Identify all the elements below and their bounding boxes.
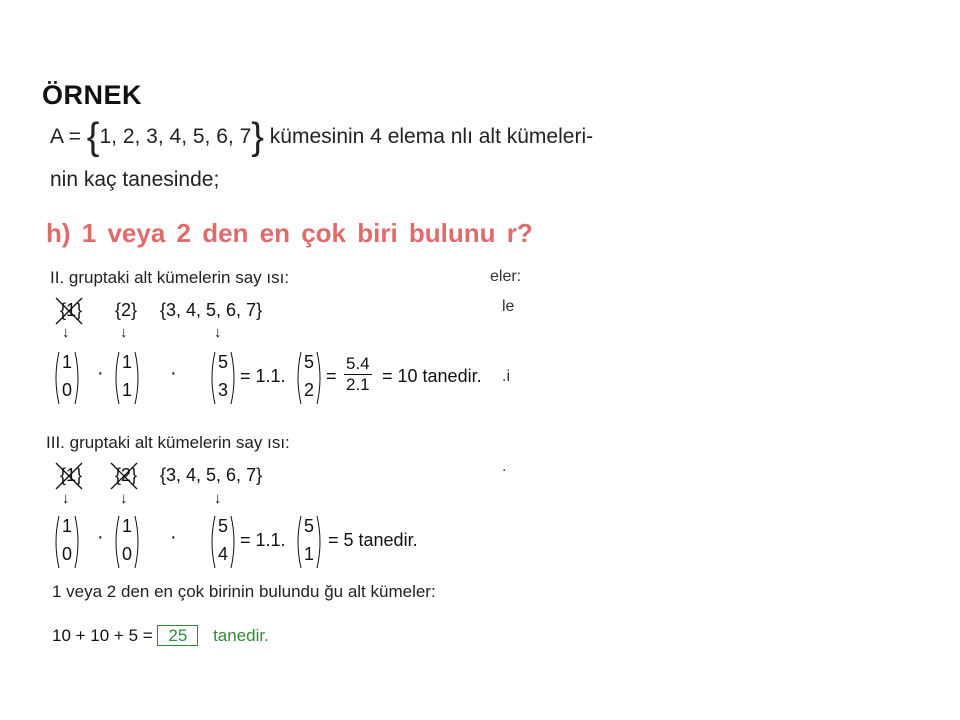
group3-set-1-crossed — [60, 465, 82, 486]
binomial-1-0-b: 1 0 — [112, 514, 142, 570]
group3-label: III. gruptaki alt kümelerin say ısı: — [46, 433, 290, 452]
set-prefix: A = — [50, 125, 87, 148]
binomial-5-3: 5 3 — [208, 350, 238, 406]
multiply-dot: · — [97, 362, 104, 384]
binomial-5-1: 5 1 — [294, 514, 324, 570]
equals-1-1: = 1.1. — [240, 366, 286, 386]
fraction-denominator: 2.1 — [346, 375, 370, 394]
crossed-set-1: {1} — [60, 465, 82, 486]
summary-label: 1 veya 2 den en çok birinin bulundu ğu alt kümeler: — [52, 582, 436, 601]
multiply-dot: · — [170, 526, 177, 548]
cross-mark-icon — [54, 461, 86, 491]
cross-mark-icon — [54, 296, 86, 326]
set-elements: 1, 2, 3, 4, 5, 6, 7 — [99, 125, 252, 148]
page-title: ÖRNEK — [42, 80, 143, 110]
question-line-1 — [50, 116, 594, 158]
arrow-down-icon: ↓ — [62, 324, 70, 341]
group2-result: = 10 tanedir. — [382, 366, 482, 386]
arrow-down-icon: ↓ — [120, 324, 128, 341]
arrow-down-icon: ↓ — [214, 324, 222, 341]
cross-mark-icon — [109, 461, 141, 491]
sub-question-h: h) 1 veya 2 den en çok biri bulunu r? — [46, 218, 533, 248]
equals-sign: = — [326, 366, 337, 386]
multiply-dot: · — [97, 526, 104, 548]
group3-set-3: {3, 4, 5, 6, 7} — [160, 465, 263, 485]
equals-1-1: = 1.1. — [240, 530, 286, 550]
arrow-down-icon: ↓ — [120, 490, 128, 507]
question-line-2: nin kaç tanesinde; — [50, 168, 220, 191]
arrow-down-icon: ↓ — [62, 490, 70, 507]
set-open-brace: { — [86, 116, 100, 158]
partial-text-4: . — [502, 458, 507, 475]
group2-set-1-crossed — [60, 300, 82, 321]
set-close-brace: } — [251, 116, 264, 158]
group2-set-2: {2} — [115, 300, 138, 320]
fraction — [344, 354, 372, 395]
crossed-set-2: {2} — [115, 465, 137, 486]
partial-text-2: le — [502, 298, 515, 315]
binomial-5-4: 5 4 — [208, 514, 238, 570]
answer-unit: tanedir. — [213, 626, 269, 645]
binomial-1-0: 1 0 — [52, 514, 82, 570]
binomial-1-1: 1 1 — [112, 350, 142, 406]
arrow-down-icon: ↓ — [214, 490, 222, 507]
summary-sum: 10 + 10 + 5 = — [52, 626, 153, 645]
question-line-1-rest: kümesinin 4 elema nlı alt kümeleri- — [263, 125, 594, 148]
group2-set-3: {3, 4, 5, 6, 7} — [160, 300, 263, 320]
summary-expression — [52, 626, 269, 646]
crossed-set-1: {1} — [60, 300, 82, 321]
binomial-5-2: 5 2 — [294, 350, 324, 406]
group3-set-2-crossed — [115, 465, 137, 486]
partial-text-1: eler: — [490, 268, 522, 285]
partial-text-3: .i — [502, 368, 510, 385]
group3-result: = 5 tanedir. — [328, 530, 418, 550]
multiply-dot: · — [170, 362, 177, 384]
answer-box: 25 — [157, 625, 198, 646]
group2-label: II. gruptaki alt kümelerin say ısı: — [50, 268, 290, 287]
fraction-numerator: 5.4 — [346, 354, 370, 373]
binomial-1-0: 1 0 — [52, 350, 82, 406]
